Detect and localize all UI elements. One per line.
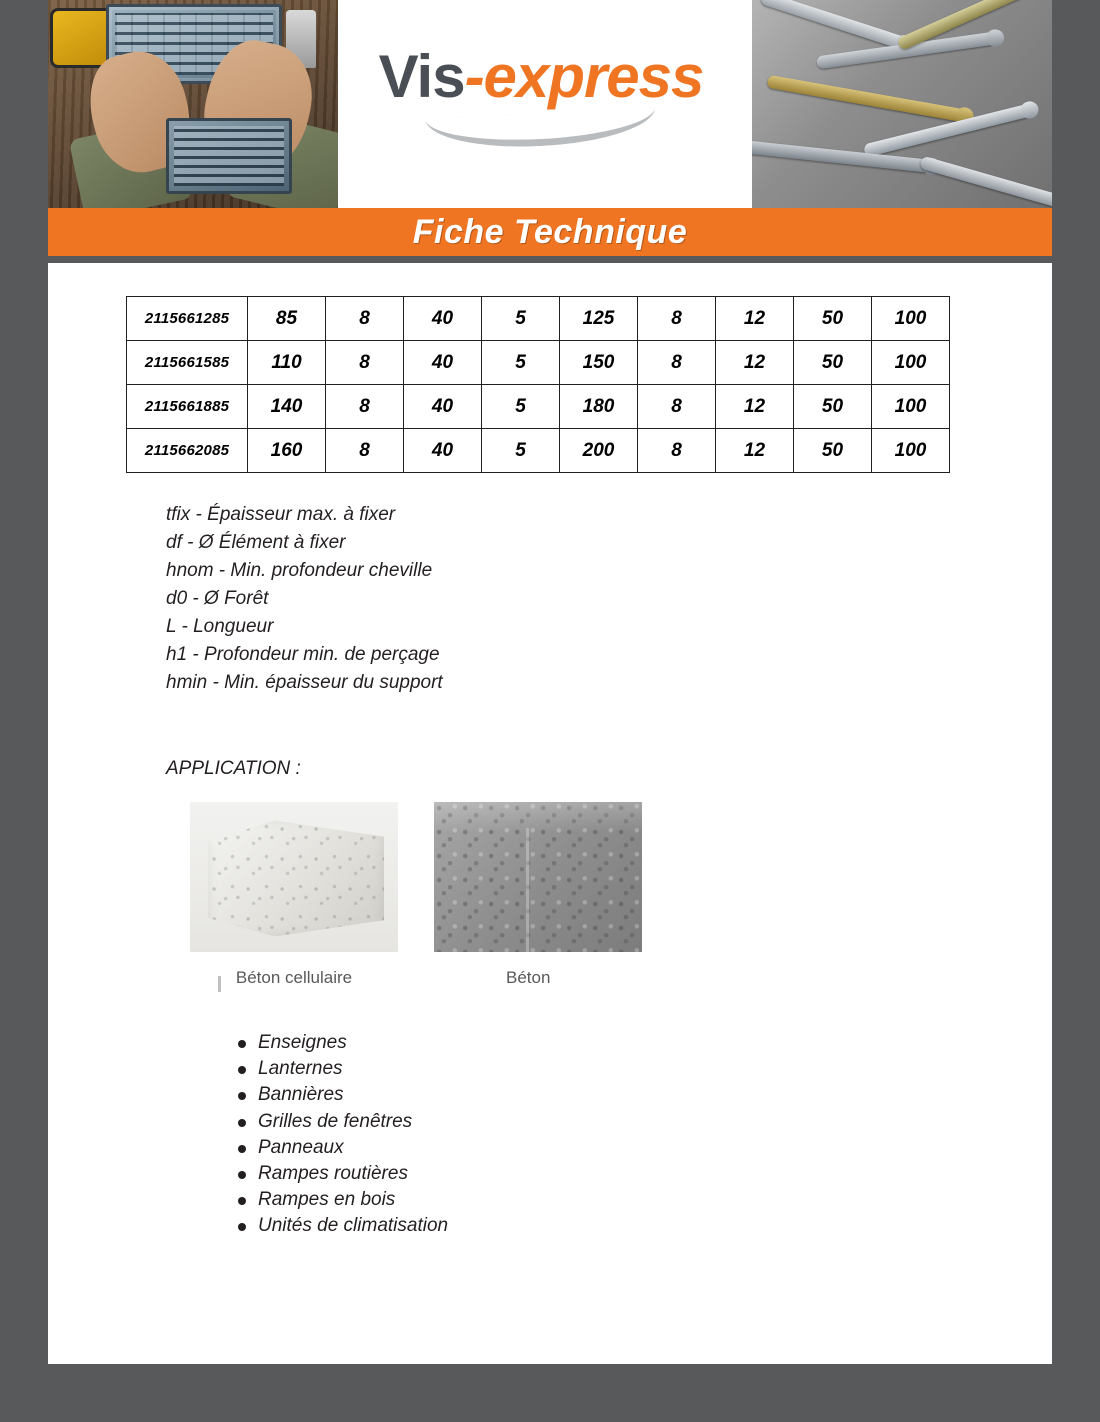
legend-line: L - Longueur [166, 615, 274, 637]
table-cell: 50 [794, 429, 872, 473]
table-cell: 40 [404, 385, 482, 429]
table-cell: 8 [326, 341, 404, 385]
table-cell-ref: 2115661885 [127, 385, 248, 429]
material-cellular-concrete [190, 802, 398, 988]
table-cell: 160 [248, 429, 326, 473]
table-cell: 110 [248, 341, 326, 385]
table-cell: 8 [638, 341, 716, 385]
table-cell: 5 [482, 341, 560, 385]
table-cell-ref: 2115661585 [127, 341, 248, 385]
table-cell: 200 [560, 429, 638, 473]
list-item: Lanternes [200, 1056, 1052, 1082]
table-cell: 12 [716, 385, 794, 429]
table-cell: 12 [716, 429, 794, 473]
document-title-band [48, 208, 1052, 256]
concrete-top-face [434, 802, 642, 832]
material-caption: Béton [506, 968, 551, 988]
table-cell: 125 [560, 297, 638, 341]
table-cell: 100 [872, 297, 950, 341]
table-cell: 8 [638, 385, 716, 429]
brand-name-secondary: -express [464, 42, 704, 110]
list-item: Grilles de fenêtres [200, 1109, 1052, 1135]
brand-logo [338, 0, 752, 208]
table-cell: 12 [716, 341, 794, 385]
table-row [127, 385, 950, 429]
page-border-right [1052, 0, 1100, 1422]
table-cell: 140 [248, 385, 326, 429]
legend-line: hmin - Min. épaisseur du support [166, 671, 443, 693]
page-title: Fiche Technique [412, 212, 688, 251]
table-cell-ref: 2115661285 [127, 297, 248, 341]
title-underline [48, 256, 1052, 263]
table-cell: 12 [716, 297, 794, 341]
legend-line: hnom - Min. profondeur cheville [166, 559, 433, 581]
cellular-block-shape [208, 820, 384, 936]
table-cell: 100 [872, 385, 950, 429]
concrete-edge [526, 828, 529, 952]
legend-line: df - Ø Élément à fixer [166, 531, 346, 553]
table-cell: 5 [482, 297, 560, 341]
table-cell: 8 [638, 429, 716, 473]
table-row [127, 429, 950, 473]
legend-line: d0 - Ø Forêt [166, 587, 269, 609]
table-cell: 100 [872, 429, 950, 473]
list-item: Panneaux [200, 1135, 1052, 1161]
header-photo-workbench [48, 0, 338, 208]
brand-name-primary: Vis [378, 42, 465, 110]
table-cell: 5 [482, 429, 560, 473]
header-photo-screws [752, 0, 1052, 208]
table-cell: 5 [482, 385, 560, 429]
material-image-cellular [190, 802, 398, 952]
application-heading: APPLICATION : [166, 758, 301, 780]
legend-block [166, 501, 1052, 696]
table-cell: 50 [794, 341, 872, 385]
spec-table [126, 296, 950, 473]
logo-swoosh-icon [425, 107, 656, 152]
material-gallery [190, 802, 1052, 988]
list-item: Rampes en bois [200, 1187, 1052, 1213]
legend-line: h1 - Profondeur min. de perçage [166, 643, 440, 665]
document-header [48, 0, 1052, 208]
list-marker-tick [218, 976, 221, 992]
table-cell: 40 [404, 341, 482, 385]
list-item: Unités de climatisation [200, 1213, 1052, 1239]
page-border-left [0, 0, 48, 1422]
table-cell: 40 [404, 429, 482, 473]
legend-line: tfix - Épaisseur max. à fixer [166, 504, 396, 525]
list-item: Bannières [200, 1082, 1052, 1108]
list-item: Enseignes [200, 1030, 1052, 1056]
table-cell: 50 [794, 297, 872, 341]
table-row [127, 341, 950, 385]
screw-tray-secondary [166, 118, 292, 194]
page-border-bottom [0, 1364, 1100, 1422]
table-row [127, 297, 950, 341]
table-cell: 8 [326, 385, 404, 429]
application-list [200, 1030, 1052, 1238]
table-cell: 8 [638, 297, 716, 341]
table-cell: 180 [560, 385, 638, 429]
material-caption: Béton cellulaire [235, 968, 353, 988]
table-cell: 85 [248, 297, 326, 341]
document-body [48, 263, 1052, 1239]
table-cell: 100 [872, 341, 950, 385]
table-cell: 50 [794, 385, 872, 429]
material-image-concrete [434, 802, 642, 952]
table-cell: 150 [560, 341, 638, 385]
table-cell: 8 [326, 429, 404, 473]
table-cell-ref: 2115662085 [127, 429, 248, 473]
list-item: Rampes routières [200, 1161, 1052, 1187]
material-concrete [434, 802, 642, 988]
table-cell: 40 [404, 297, 482, 341]
table-cell: 8 [326, 297, 404, 341]
